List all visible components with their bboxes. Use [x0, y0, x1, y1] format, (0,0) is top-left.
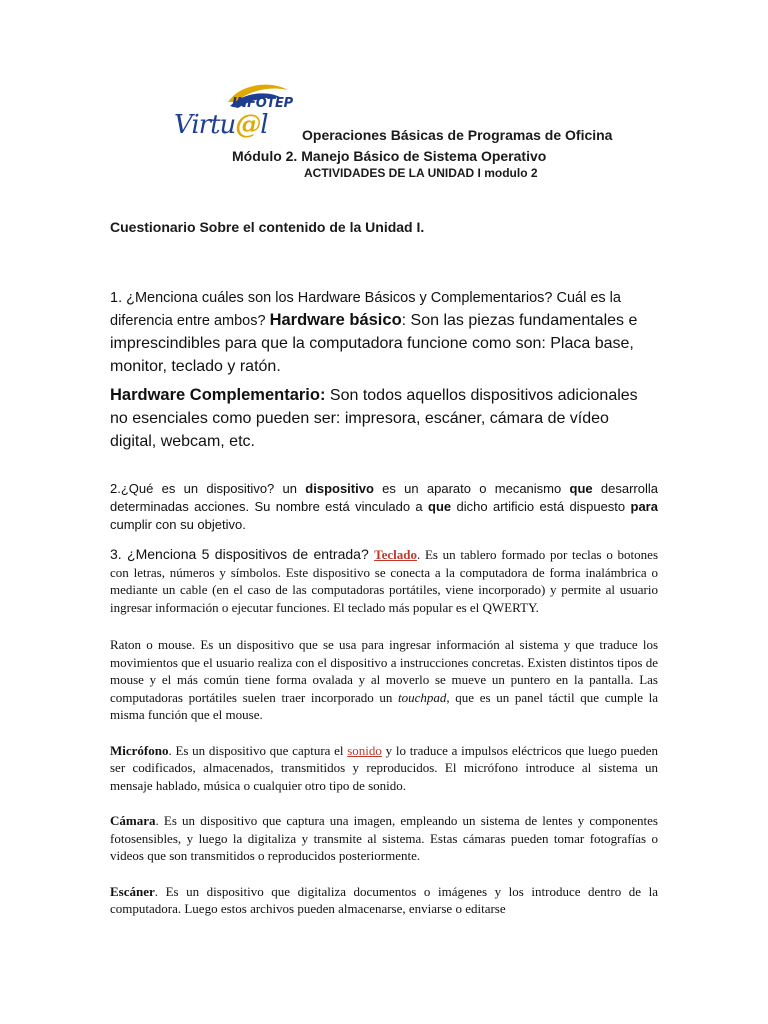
- q3-teclado-paragraph: 3. ¿Menciona 5 dispositivos de entrada? Teclado. Es un tablero formado por teclas o botones con letras, números y símbolos. Este dispositivo se conecta a la computadora de forma inalámbrica o mediante un cable (en el caso de las computadoras portátiles, viene incorporado) y permite al usuario ingresar información o ejecutar funciones. El teclado más popular es el QWERTY.: [110, 546, 659, 615]
- question-3: [110, 546, 658, 918]
- logo-brand: INFOTEP: [232, 96, 293, 111]
- q1-complementary: Hardware Complementario: Son todos aquellos dispositivos adicionales no esenciales como pueden ser: impresora, escáner, cámara de vídeo digital, webcam, etc.: [110, 386, 638, 450]
- quiz-title: Cuestionario Sobre el contenido de la Unidad I.: [110, 219, 425, 235]
- module-title: Módulo 2. Manejo Básico de Sistema Operativo: [232, 148, 547, 164]
- teclado-link[interactable]: Teclado: [374, 547, 417, 562]
- activities-title: ACTIVIDADES DE LA UNIDAD I modulo 2: [304, 166, 538, 180]
- question-2: 2.¿Qué es un dispositivo? un dispositivo es un aparato o mecanismo que desarrolla determinadas acciones. Su nombre está vinculado a que dicho artificio está dispuesto para cumplir con su objetivo.: [110, 481, 658, 532]
- question-1: [110, 286, 658, 453]
- infotep-logo: [170, 80, 295, 148]
- q1-paragraph: 1. ¿Menciona cuáles son los Hardware Básicos y Complementarios? Cuál es la diferencia entre ambos? Hardware básico: Son las piezas fundamentales e imprescindibles para que la computadora funcione como son: Placa base, monitor, teclado y ratón.: [110, 290, 638, 375]
- q3-raton-paragraph: Raton o mouse. Es un dispositivo que se usa para ingresar información al sistema y que traduce los movimientos que el usuario realiza con el dispositivo a instrucciones concretas. Existen distintos tipos de mouse y el más común tiene forma ovalada y al moverlo se mueve un puntero en la pantalla. Las computadoras portátiles suelen traer incorporado un touchpad, que es un panel táctil que cumple la misma función que el mouse.: [110, 637, 658, 722]
- course-title: Operaciones Básicas de Programas de Oficina: [302, 127, 613, 143]
- q3-microfono-paragraph: Micrófono. Es un dispositivo que captura el sonido y lo traduce a impulsos eléctricos que luego pueden ser codificados, almacenados, transmitidos y reproducidos. El micrófono introduce al sistema un mensaje hablado, música o cualquier otro tipo de sonido.: [110, 742, 658, 793]
- logo-virtual-text: Virtu@l: [174, 110, 268, 140]
- q3-camara-paragraph: Cámara. Es un dispositivo que captura una imagen, empleando un sistema de lentes y componentes fotosensibles, y luego la digitaliza y transmite al sistema. Estas cámaras pueden tomar fotografías o videos que son transmitidos o reproducidos posteriormente.: [110, 813, 658, 863]
- q3-escaner-paragraph: Escáner. Es un dispositivo que digitaliza documentos o imágenes y los introduce dentro de la computadora. Luego estos archivos pueden almacenarse, enviarse o editarse: [110, 883, 658, 916]
- sonido-link[interactable]: sonido: [347, 742, 382, 758]
